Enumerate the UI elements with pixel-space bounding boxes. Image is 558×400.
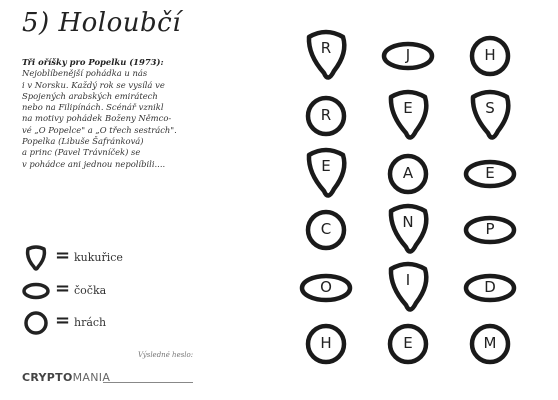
cipher-letter: O (320, 278, 332, 296)
cipher-cell (469, 323, 511, 365)
story-line: a princ (Pavel Trávníček) se (22, 147, 141, 158)
story-line: vé „O Popelce" a „O třech sestrách". (22, 124, 177, 135)
story-line: v pohádce ani jednou nepolíbili.... (22, 158, 166, 169)
cipher-cell (305, 323, 347, 365)
logo-part: CRYPTO (22, 371, 73, 384)
cipher-cell (468, 89, 512, 143)
result-label: Výsledné heslo: (138, 351, 194, 359)
cipher-letter: I (405, 271, 411, 289)
equals-sign: = (55, 245, 71, 266)
cipher-cell (304, 147, 348, 201)
page-title: 5) Holoubčí (22, 8, 182, 38)
legend-item-corn (22, 244, 142, 272)
cipher-cell (381, 41, 435, 71)
cryptomania-logo (22, 371, 110, 384)
cipher-cell (386, 261, 430, 315)
cipher-letter: E (403, 99, 413, 117)
equals-sign: = (55, 278, 71, 299)
story-line: Spojených arabských emirátech (22, 90, 158, 101)
story-line: nebo na Filipínách. Scénář vznikl (22, 102, 164, 113)
legend-label-lentil: čočka (74, 284, 107, 297)
cipher-letter: D (484, 278, 496, 296)
cipher-letter: E (485, 164, 495, 182)
cipher-letter: E (321, 157, 331, 175)
cipher-letter: S (485, 99, 495, 117)
cipher-letter: M (483, 334, 497, 352)
cipher-letter: A (402, 164, 414, 182)
logo-part: MANIA (72, 371, 111, 384)
cipher-cell (304, 29, 348, 83)
cipher-letter: R (320, 106, 332, 124)
cipher-letter: P (485, 220, 495, 238)
cipher-cell (463, 273, 517, 303)
legend-label-pea: hrách (74, 316, 107, 329)
legend-item-pea (22, 309, 142, 337)
story-line: Popelka (Libuše Šafránková) (22, 136, 144, 147)
cipher-cell (386, 203, 430, 257)
cipher-letter: R (320, 39, 332, 57)
equals-sign: = (55, 310, 71, 331)
cipher-cell (299, 273, 353, 303)
answer-input-line[interactable] (103, 382, 193, 383)
cipher-letter: H (320, 334, 332, 352)
lentil-icon (22, 277, 50, 305)
cipher-letter: J (405, 46, 411, 64)
story-text (22, 57, 212, 170)
cipher-cell (463, 159, 517, 189)
cipher-cell (305, 209, 347, 251)
cipher-letter: N (402, 213, 414, 231)
story-heading: Tři oříšky pro Popelku (1973): (22, 57, 164, 67)
cipher-letter: E (403, 334, 413, 352)
corn-kernel-icon (22, 244, 50, 274)
cipher-letter: C (320, 220, 332, 238)
story-line: i v Norsku. Každý rok se vysílá ve (22, 79, 165, 90)
cipher-cell (387, 323, 429, 365)
cipher-cell (469, 35, 511, 77)
cipher-grid (290, 28, 552, 368)
story-line: na motivy pohádek Boženy Němco- (22, 113, 172, 124)
cipher-cell (387, 153, 429, 195)
legend-item-lentil (22, 277, 142, 305)
story-line: Nejoblíbenější pohádka u nás (22, 68, 148, 79)
pea-icon (22, 309, 50, 337)
cipher-cell (305, 95, 347, 137)
cipher-cell (386, 89, 430, 143)
cipher-letter: H (484, 46, 496, 64)
legend-label-corn: kukuřice (74, 251, 123, 264)
cipher-cell (463, 215, 517, 245)
